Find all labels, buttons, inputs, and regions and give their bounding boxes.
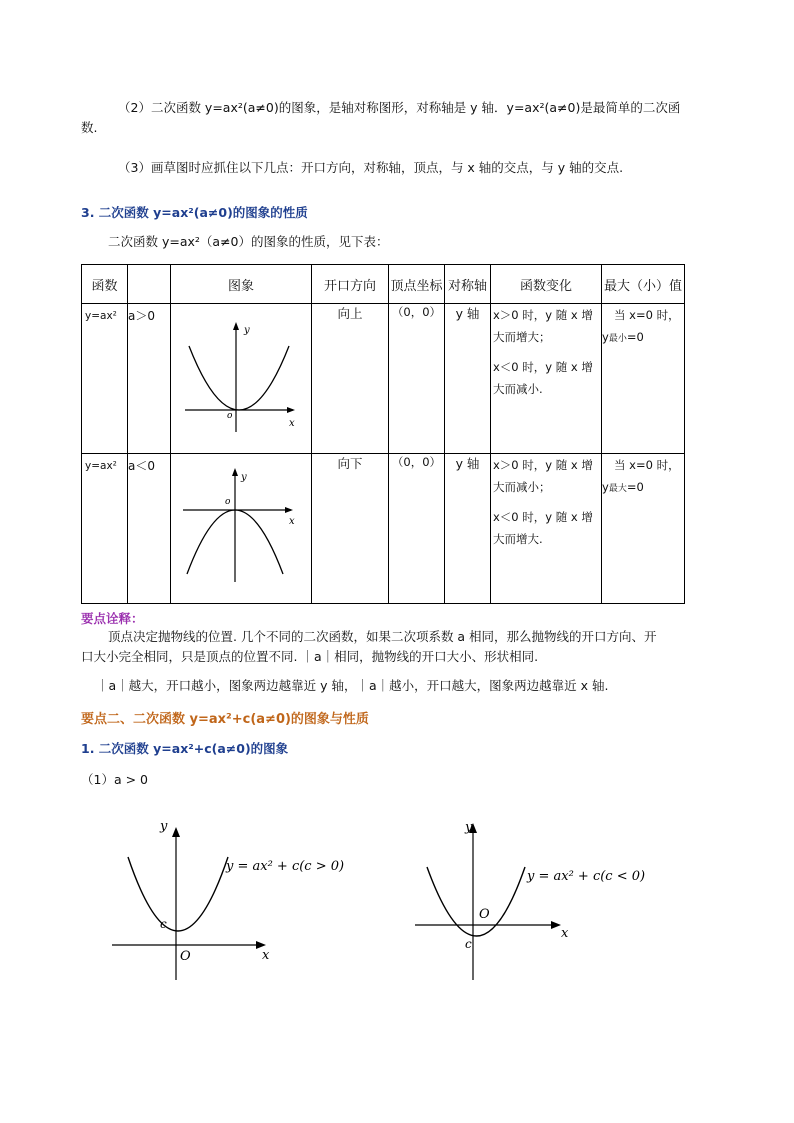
intercept-label: c (465, 937, 472, 951)
th-direction: 开口方向 (312, 265, 389, 304)
row1-extreme-b: y (602, 330, 609, 344)
row2-extreme-c: =0 (626, 480, 644, 494)
table-header-row (82, 265, 685, 304)
th-func: 函数 (82, 265, 128, 304)
row2-change1a: x＞0 时，y 随 x 增 (493, 458, 593, 472)
th-vertex: 顶点坐标 (389, 265, 445, 304)
parabola-curve (189, 346, 289, 410)
row2-vertex: （0，0） (389, 454, 445, 604)
row1-extreme-c: =0 (626, 330, 644, 344)
graph-c-positive (100, 815, 360, 990)
key-title: 要点诠释： (81, 611, 144, 626)
table-row (82, 454, 685, 604)
x-axis-arrow-icon (551, 921, 561, 929)
row2-cond: a＜0 (128, 454, 171, 604)
th-extreme: 最大（小）值 (602, 265, 685, 304)
x-label: x (262, 948, 270, 963)
origin-label: o (225, 497, 231, 507)
row2-func: y=ax² (82, 454, 128, 604)
upward-parabola-graph (171, 304, 311, 450)
row2-extreme (602, 454, 685, 604)
th-axis: 对称轴 (445, 265, 491, 304)
y-label: y (465, 820, 473, 835)
row1-change1b: 大而增大； (493, 330, 551, 344)
row2-axis: y 轴 (445, 454, 491, 604)
para3: （3）画草图时应抓住以下几点：开口方向，对称轴，顶点，与 x 轴的交点，与 y 轴的交点. (118, 160, 624, 175)
key-line1: 顶点决定抛物线的位置. 几个不同的二次函数，如果二次项系数 a 相同，那么抛物线的开口方向、开 (108, 629, 657, 644)
y-label: y (160, 819, 168, 834)
graph-c-negative (405, 815, 665, 990)
row1-change2b: 大而减小. (493, 382, 543, 396)
row2-change (491, 454, 602, 604)
para2-line1: （2）二次函数 y=ax²(a≠0)的图象，是轴对称图形，对称轴是 y 轴．y=ax²(a≠0)是最简单的二次函 (118, 100, 681, 115)
row1-change1a: x＞0 时，y 随 x 增 (493, 308, 593, 322)
th-graph: 图象 (171, 265, 312, 304)
x-axis-arrow-icon (287, 407, 295, 413)
downward-parabola-graph (171, 454, 311, 600)
properties-table (81, 264, 685, 604)
key-line3: ｜a｜越大，开口越小，图象两边越靠近 y 轴，｜a｜越小，开口越大，图象两边越靠近 x 轴. (96, 678, 609, 693)
origin-label: o (227, 411, 233, 421)
parabola-curve (427, 867, 525, 936)
row1-cond: a＞0 (128, 304, 171, 454)
row2-change1b: 大而减小； (493, 480, 551, 494)
y-label: y (244, 325, 250, 336)
row2-graph (171, 454, 312, 604)
row2-direction: 向下 (312, 454, 389, 604)
table-row (82, 304, 685, 454)
parabola-curve (128, 857, 228, 931)
row1-extreme-a: 当 x=0 时， (614, 308, 680, 322)
y-label: y (241, 472, 247, 483)
row1-extreme-sub: 最小 (608, 334, 627, 344)
x-label: x (289, 516, 295, 527)
x-axis-arrow-icon (285, 507, 293, 513)
section3-title: 3. 二次函数 y=ax²(a≠0)的图象的性质 (81, 205, 308, 220)
origin-label: O (479, 907, 490, 922)
row1-axis: y 轴 (445, 304, 491, 454)
case1-label: （1）a > 0 (81, 772, 148, 787)
x-label: x (561, 926, 569, 941)
row2-extreme-b: y (602, 480, 609, 494)
row2-extreme-sub: 最大 (608, 484, 627, 494)
key-line2: 口大小完全相同，只是顶点的位置不同. ｜a｜相同，抛物线的开口大小、形状相同. (81, 649, 539, 664)
y-axis-arrow-icon (172, 827, 180, 837)
equation-label: y = ax² + c(c > 0) (226, 859, 345, 874)
origin-label: O (180, 949, 191, 964)
intercept-label: c (160, 917, 167, 931)
equation-label: y = ax² + c(c < 0) (527, 869, 646, 884)
row2-change2b: 大而增大. (493, 532, 543, 546)
y-axis-arrow-icon (232, 468, 238, 476)
point2-subtitle: 1. 二次函数 y=ax²+c(a≠0)的图象 (81, 741, 289, 756)
para2-line2: 数. (81, 120, 98, 135)
y-axis-arrow-icon (233, 322, 239, 330)
row1-change2a: x＜0 时，y 随 x 增 (493, 360, 593, 374)
row2-change2a: x＜0 时，y 随 x 增 (493, 510, 593, 524)
row1-func: y=ax² (82, 304, 128, 454)
row1-vertex: （0，0） (389, 304, 445, 454)
point2-title: 要点二、二次函数 y=ax²+c(a≠0)的图象与性质 (81, 712, 369, 727)
section3-intro: 二次函数 y=ax²（a≠0）的图象的性质，见下表： (108, 234, 389, 249)
x-label: x (289, 418, 295, 429)
row1-graph (171, 304, 312, 454)
row2-extreme-a: 当 x=0 时， (614, 458, 680, 472)
row1-extreme (602, 304, 685, 454)
th-change: 函数变化 (491, 265, 602, 304)
row1-direction: 向上 (312, 304, 389, 454)
th-blank (128, 265, 171, 304)
row1-change (491, 304, 602, 454)
